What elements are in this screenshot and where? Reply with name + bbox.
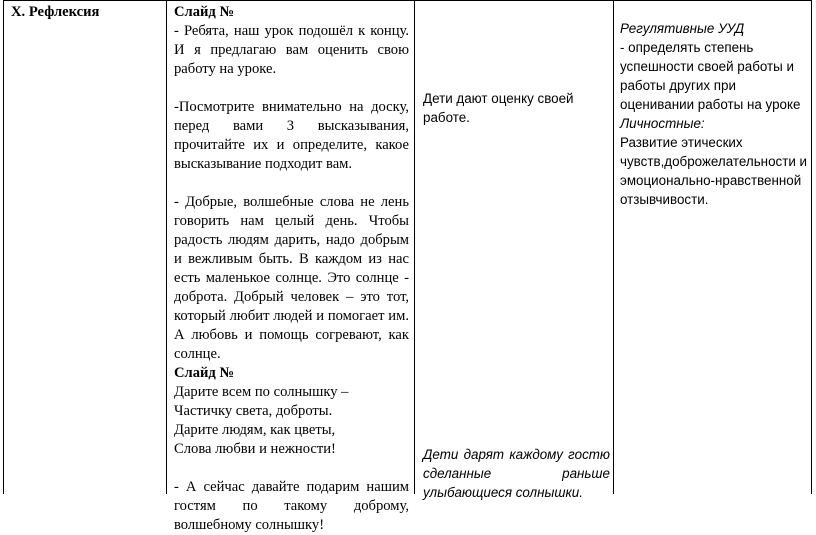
teacher-paragraph-2: -Посмотрите внимательно на доску, перед вами 3 высказывания, прочитайте их и определите, какое высказывание подходит вам.: [174, 99, 409, 172]
uud-heading-regulatory: Регулятивные УУД: [620, 21, 745, 36]
uud-text-personal: Развитие этических чувств,доброжелательности и эмоционально-нравственной отзывчивости.: [620, 135, 808, 207]
student-activity-cell: [415, 1, 614, 500]
teacher-activity-cell: [167, 1, 415, 533]
teacher-paragraph-4: - А сейчас давайте подарим нашим гостям по такому доброму, волшебному солнышку!: [174, 479, 409, 533]
teacher-paragraph-1: - Ребята, наш урок подошёл к концу. И я предлагаю вам оценить свою работу на уроке.: [174, 23, 409, 77]
poem-line: Слова любви и нежности!: [174, 441, 336, 457]
uud-text-regulatory: - определять степень успешности своей работы и работы других при оценивании работы на уроке: [620, 40, 801, 112]
slide-title: Слайд №: [174, 4, 235, 20]
poem-line: Частичку света, доброты.: [174, 403, 333, 419]
teacher-paragraph-3: - Добрые, волшебные слова не лень говорить нам целый день. Чтобы радость людям дарить, надо добрым и вежливым быть. В каждом из нас есть маленькое солнце. Это солнце - доброта. Добрый человек – это тот, который любит людей и помогает им. А любовь и помощь согревают, как солнце.: [174, 194, 409, 362]
stage-heading: X. Рефлексия: [11, 4, 100, 20]
poem-line: Дарите людям, как цветы,: [174, 422, 336, 438]
uud-heading-personal: Личностные:: [620, 116, 705, 131]
student-paragraph-1: Дети дают оценку своей работе.: [423, 91, 574, 125]
poem-line: Дарите всем по солнышку –: [174, 384, 349, 400]
student-paragraph-2: Дети дарят каждому гостю сделанные раньше улыбающиеся солнышки.: [423, 447, 610, 500]
uud-cell: [614, 1, 811, 494]
lesson-table: [3, 0, 812, 533]
slide-title-2: Слайд №: [174, 365, 235, 381]
stage-cell: [4, 1, 167, 494]
